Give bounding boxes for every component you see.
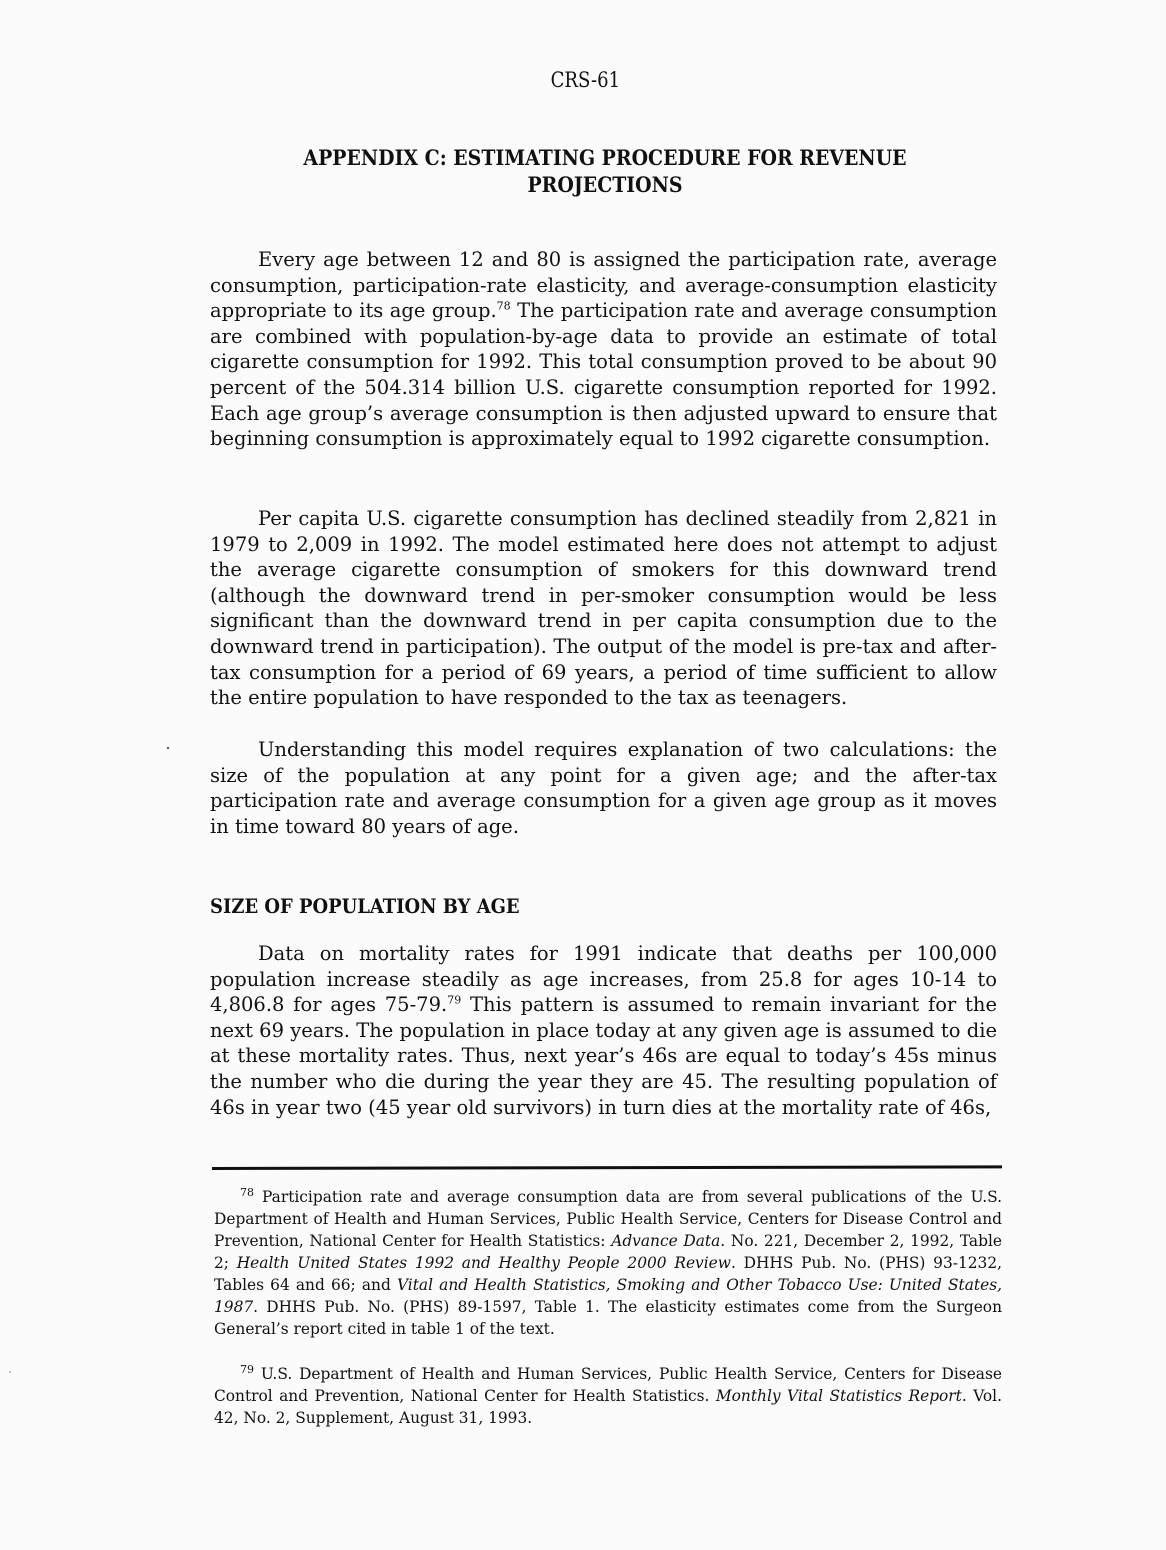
- footnote-marker: 78: [240, 1185, 254, 1199]
- page-number: CRS-61: [550, 68, 621, 92]
- paragraph-model-explanation: Understanding this model requires explanation of two calculations: the size of the population at any point for a given age; and the after-tax participation rate and average consumption for a given age group as it moves in time toward 80 years of age.: [210, 738, 997, 838]
- footnote-marker: 79: [240, 1362, 254, 1376]
- footnote-text: U.S. Department of Health and Human Services, Public Health Service, Centers for Disease Control and Prevention, National Center for Health Statistics.: [214, 1365, 1002, 1405]
- citation-title: Health United States 1992 and Healthy People 2000 Review: [236, 1254, 731, 1272]
- scan-speck: [9, 1371, 11, 1373]
- footnote-text: . Vol. 42, No. 2, Supplement, August 31, 1993.: [214, 1387, 1002, 1427]
- footnote-text: . DHHS Pub. No. (PHS) 93-1232, Tables 64 and 66; and: [214, 1254, 1003, 1294]
- paragraph-per-capita-consumption: Per capita U.S. cigarette consumption has declined steadily from 2,821 in 1979 to 2,009 in 1992. The model estimated here does not attempt to adjust the average cigarette consumption of smokers for this downward trend (although the downward trend in per-smoker consumption would be less significant than the downward trend in per capita consumption due to the downward trend in participation). The output of the model is pre-tax and after-tax consumption for a period of 69 years, a period of time sufficient to allow the entire population to have responded to the tax as teenagers.: [210, 507, 997, 710]
- paragraph-text: Every age between 12 and 80 is assigned the participation rate, average consumption, participation-rate elasticity, and average-consumption elasticity appropriate to its age group.: [210, 248, 997, 323]
- footnote-text: Participation rate and average consumption data are from several publications of the U.S. Department of Health and Human Services, Public Health Service, Centers for Disease Control and Prevention, National Center for Health Statistics:: [214, 1188, 1002, 1250]
- footnote-reference-79: 79: [447, 993, 462, 1007]
- citation-title: Vital and Health Statistics, Smoking and Other Tobacco Use: United States, 1987: [214, 1276, 1002, 1316]
- appendix-title: [250, 144, 961, 198]
- appendix-title-line-2: PROJECTIONS: [527, 172, 683, 197]
- citation-title: Monthly Vital Statistics Report: [715, 1387, 962, 1405]
- paragraph-text: Data on mortality rates for 1991 indicate that deaths per 100,000 population increase steadily as age increases, from 25.8 for ages 10-14 to 4,806.8 for ages 75-79.: [210, 942, 997, 1017]
- paragraph-estimating-assignment: [210, 247, 997, 452]
- footnote-divider: [212, 1165, 1002, 1170]
- paragraph-text-continued: The participation rate and average consumption are combined with population-by-age data to provide an estimate of total cigarette consumption for 1992. This total consumption proved to be about 90 percent of the 504.314 billion U.S. cigarette consumption reported for 1992. Each age group’s average consumption is then adjusted upward to ensure that beginning consumption is approximately equal to 1992 cigarette consumption.: [210, 299, 998, 451]
- footnote-text: . DHHS Pub. No. (PHS) 89-1597, Table 1. The elasticity estimates come from the Surgeon General’s report cited in table 1 of the text.: [214, 1298, 1002, 1338]
- scan-speck: [167, 747, 169, 749]
- footnote-79: [214, 1363, 1002, 1429]
- footnote-text: . No. 221, December 2, 1992, Table 2;: [214, 1232, 1002, 1272]
- paragraph-mortality-rates: [210, 941, 997, 1120]
- paragraph-text-continued: This pattern is assumed to remain invariant for the next 69 years. The population in place today at any given age is assumed to die at these mortality rates. Thus, next year’s 46s are equal to today’s 45s minus the number who die during the year they are 45. The resulting population of 46s in year two (45 year old survivors) in turn dies at the mortality rate of 46s,: [210, 993, 997, 1119]
- footnote-reference-78: 78: [496, 299, 511, 313]
- appendix-title-line-1: APPENDIX C: ESTIMATING PROCEDURE FOR REVENUE: [303, 145, 907, 170]
- footnote-78: [214, 1186, 1002, 1340]
- section-heading-population-by-age: SIZE OF POPULATION BY AGE: [210, 895, 520, 918]
- citation-title: Advance Data: [611, 1232, 721, 1250]
